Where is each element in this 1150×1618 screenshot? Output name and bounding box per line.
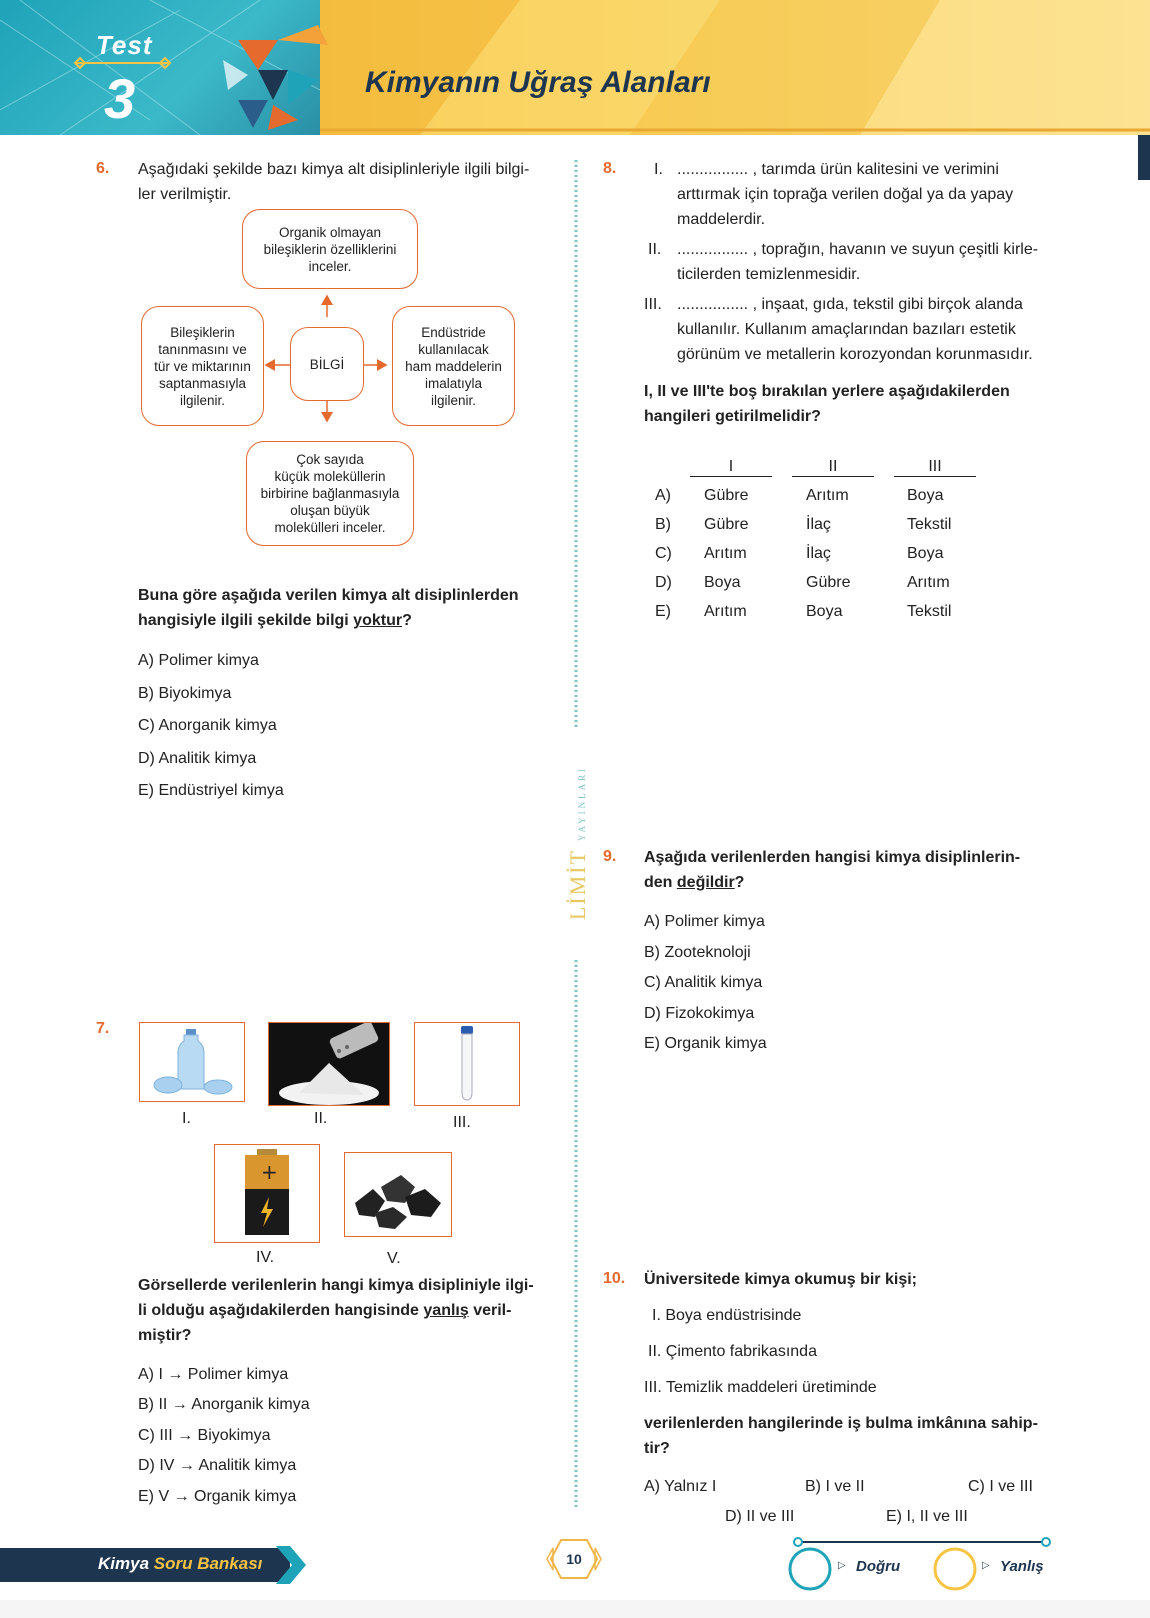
page-title: Kimyanın Uğraş Alanları [365, 66, 711, 99]
q8-item-3-line: kullanılır. Kullanım amaçlarından bazıları estetik [677, 321, 1016, 338]
q8-cell: İlaç [806, 516, 831, 533]
q8-cell: Arıtım [704, 603, 747, 620]
side-tab [1138, 135, 1150, 180]
q6-question-mark: ? [402, 612, 412, 629]
footer-chevron-icon [276, 1546, 306, 1584]
q7-option-d[interactable]: D) IV → Analitik kimya [138, 1457, 297, 1474]
q8-cell: Arıtım [907, 574, 950, 591]
header-logo-shapes [218, 20, 338, 132]
q8-items [644, 157, 1052, 367]
svg-text:+: + [261, 1160, 278, 1184]
q6-option-e[interactable]: E) Endüstriyel kimya [138, 782, 284, 799]
q6-question-line2 [138, 608, 548, 633]
q8-question-line2: hangileri getirilmelidir? [644, 408, 821, 425]
q6-box-top-line: inceler. [308, 258, 352, 274]
q8-cell: Tekstil [907, 516, 952, 533]
q7-option-a[interactable]: A) I → Polimer kimya [138, 1366, 289, 1383]
q8-item-3-line: ................ , inşaat, gıda, tekstil gibi birçok alanda [677, 296, 1023, 313]
q8-option-e[interactable] [655, 603, 995, 627]
q6-box-left-line: saptanmasıyla [158, 375, 247, 391]
q7-option-b[interactable]: B) II → Anorganik kimya [138, 1396, 310, 1413]
q6-option-b[interactable]: B) Biyokimya [138, 685, 232, 702]
q10-option-d[interactable]: D) II ve III [725, 1508, 795, 1525]
q8-row-letter: A) [655, 487, 671, 504]
q6-box-bottom [246, 441, 414, 546]
q6-box-left-line: Bileşiklerin [170, 324, 235, 340]
q10-option-e[interactable]: E) I, II ve III [886, 1508, 968, 1525]
q6-number: 6. [96, 160, 110, 177]
q7-question-text: veril- [468, 1302, 512, 1319]
q8-item-2-line: ................ , toprağın, havanın ve suyun çeşitli kirle- [677, 241, 1039, 258]
q6-box-right-line: kullanılacak [418, 341, 489, 357]
q7-question-line2 [138, 1298, 548, 1323]
q9-question-line1: Aşağıda verilenlerden hangisi kimya disiplinlerin- [644, 849, 1021, 866]
q8-cell: Gübre [704, 487, 749, 504]
q6-center-label: BİLGİ [309, 356, 345, 372]
publisher-sub: YAYINLARI [577, 765, 587, 842]
q8-item-2 [644, 237, 1052, 287]
q10-option-a[interactable]: A) Yalnız I [644, 1478, 717, 1495]
q10-stem: Üniversitede kimya okumuş bir kişi; [644, 1271, 917, 1288]
q8-item-3-line: görünüm ve metallerin korozyondan korunmasıdır. [677, 346, 1033, 363]
q10-option-b[interactable]: B) I ve II [805, 1478, 865, 1495]
q6-question-negation: yoktur [353, 612, 403, 629]
q6-option-d[interactable]: D) Analitik kimya [138, 750, 257, 767]
q7-question-line3: miştir? [138, 1327, 192, 1344]
q8-cell: İlaç [806, 545, 831, 562]
q6-box-top [242, 209, 418, 289]
q7-label-2: II. [314, 1110, 328, 1127]
q6-stem-line1: Aşağıdaki şekilde bazı kimya alt disiplinleriyle ilgili bilgi- [138, 161, 530, 178]
q8-item-1-line: ................ , tarımda ürün kalitesini ve verimini [677, 161, 999, 178]
q8-option-c[interactable] [655, 545, 995, 569]
q6-box-left-line: ilgilenir. [179, 392, 226, 408]
wrong-count-circle[interactable] [935, 1549, 975, 1589]
q9-question-negation: değildir [676, 874, 735, 891]
q6-box-bottom-line: oluşan büyük [290, 503, 370, 518]
q8-header-2: II [792, 458, 874, 477]
footer-book-title-b: Soru Bankası [153, 1554, 263, 1573]
q10-question-line1: verilenlerden hangilerinde iş bulma imkânına sahip- [644, 1415, 1038, 1432]
q8-item-1 [644, 157, 1052, 232]
q8-item-1-line: maddelerdir. [677, 211, 766, 228]
q8-row-letter: D) [655, 574, 672, 591]
q7-question-text: li olduğu aşağıdakilerden hangisinde [138, 1302, 424, 1319]
q8-item-2-roman: II. [648, 241, 662, 258]
q10-item-2: II. Çimento fabrikasında [648, 1343, 817, 1360]
q6-option-a[interactable]: A) Polimer kimya [138, 652, 259, 669]
q8-number: 8. [603, 160, 617, 177]
q9-option-e[interactable]: E) Organik kimya [644, 1035, 767, 1052]
q8-cell: Boya [806, 603, 843, 620]
publisher-logo [548, 760, 608, 930]
q8-header-1: I [690, 458, 772, 477]
correct-label: Doğru [856, 1558, 901, 1575]
battery-icon [215, 1145, 319, 1242]
q6-question [138, 583, 548, 633]
header-banner [0, 0, 1150, 135]
footer-book-title-a: Kimya [98, 1554, 154, 1573]
q8-cell: Arıtım [704, 545, 747, 562]
q10-number: 10. [603, 1270, 626, 1287]
q7-label-1: I. [182, 1110, 191, 1127]
q9-question-mark: ? [734, 874, 745, 891]
wrong-label: Yanlış [1000, 1558, 1044, 1575]
q8-cell: Boya [907, 487, 944, 504]
q6-option-c[interactable]: C) Anorganik kimya [138, 717, 277, 734]
q8-option-a[interactable] [655, 487, 995, 511]
q7-question [138, 1273, 548, 1348]
q9-option-c[interactable]: C) Analitik kimya [644, 974, 763, 991]
bottle-icon [140, 1023, 244, 1101]
q6-question-line1: Buna göre aşağıda verilen kimya alt disiplinlerden [138, 587, 519, 604]
q10-item-1: I. Boya endüstrisinde [652, 1307, 802, 1324]
q7-image-test-tube [414, 1022, 520, 1106]
q8-option-d[interactable] [655, 574, 995, 598]
q6-question-text: hangisiyle ilgili şekilde bilgi [138, 612, 354, 629]
q6-box-right-line: imalatıyla [424, 375, 483, 391]
q8-item-1-line: arttırmak için toprağa verilen doğal ya da yapay [677, 186, 1014, 203]
q7-question-negation: yanlış [423, 1302, 469, 1319]
q9-question [644, 845, 1054, 895]
q6-box-center [290, 327, 364, 401]
correct-arrow-icon: ▷ [838, 1560, 846, 1571]
q7-image-water-bottles [139, 1022, 245, 1102]
q7-image-battery [214, 1144, 320, 1243]
q6-box-right-line: ilgilenir. [430, 392, 477, 408]
q8-item-3 [644, 292, 1052, 367]
q6-box-right-line: Endüstride [421, 324, 486, 340]
page-number: 10 [566, 1551, 582, 1567]
q7-image-coal [344, 1152, 452, 1237]
q8-cell: Arıtım [806, 487, 849, 504]
q8-item-2-line: ticilerden temizlenmesidir. [677, 266, 861, 283]
wrong-arrow-icon: ▷ [982, 1560, 990, 1571]
q8-header-3: III [894, 458, 976, 477]
q9-question-text: den [644, 874, 677, 891]
salt-shaker-icon [269, 1023, 389, 1105]
test-label: Test [96, 30, 153, 60]
q6-box-right-line: ham maddelerin [405, 358, 502, 374]
q9-option-d[interactable]: D) Fizokokimya [644, 1005, 755, 1022]
q9-option-a[interactable]: A) Polimer kimya [644, 913, 765, 930]
q6-box-top-line: Organik olmayan [278, 224, 382, 240]
coal-icon [345, 1153, 451, 1236]
q9-number: 9. [603, 848, 617, 865]
test-tube-icon [415, 1023, 519, 1105]
q7-question-line1: Görsellerde verilenlerin hangi kimya disipliniyle ilgi- [138, 1277, 534, 1294]
q8-cell: Gübre [704, 516, 749, 533]
q8-cell: Tekstil [907, 603, 952, 620]
q10-question [644, 1411, 1054, 1461]
footer-strip [0, 1600, 1150, 1618]
q6-box-bottom-line: küçük moleküllerin [274, 469, 386, 484]
q8-item-1-roman: I. [654, 161, 663, 178]
q7-label-5: V. [387, 1250, 401, 1267]
q8-row-letter: B) [655, 516, 671, 533]
q8-option-b[interactable] [655, 516, 995, 540]
q10-question-line2: tir? [644, 1440, 670, 1457]
q8-item-3-roman: III. [644, 296, 662, 313]
q6-box-right [392, 306, 515, 426]
q10-option-c[interactable]: C) I ve III [968, 1478, 1033, 1495]
q7-image-salt [268, 1022, 390, 1106]
q8-row-letter: E) [655, 603, 671, 620]
q6-stem-line2: ler verilmiştir. [138, 186, 232, 203]
correct-count-circle[interactable] [790, 1549, 830, 1589]
q7-option-e[interactable]: E) V → Organik kimya [138, 1488, 297, 1505]
publisher-name: LİMİT [565, 849, 590, 921]
q9-question-line2 [644, 870, 1054, 895]
q10-item-3: III. Temizlik maddeleri üretiminde [644, 1379, 877, 1396]
footer-book-title [98, 1554, 262, 1574]
q8-cell: Boya [907, 545, 944, 562]
q7-number: 7. [96, 1020, 110, 1037]
q7-option-c[interactable]: C) III → Biyokimya [138, 1427, 271, 1444]
q6-box-left [141, 306, 264, 426]
q6-box-left-line: tür ve miktarının [154, 358, 251, 374]
q8-question [644, 379, 1054, 429]
q6-box-left-line: tanınmasını ve [158, 341, 247, 357]
q8-cell: Boya [704, 574, 741, 591]
q6-box-top-line: bileşiklerin özelliklerini [263, 241, 397, 257]
q6-box-bottom-line: molekülleri inceler. [274, 520, 386, 535]
q8-row-letter: C) [655, 545, 672, 562]
q7-label-4: IV. [256, 1249, 275, 1266]
q6-box-bottom-line: Çok sayıda [296, 452, 364, 467]
test-number: 3 [104, 67, 136, 130]
q8-cell: Gübre [806, 574, 851, 591]
q6-box-bottom-line: birbirine bağlanmasıyla [260, 486, 400, 501]
q7-label-3: III. [453, 1114, 471, 1131]
q8-question-line1: I, II ve III'te boş bırakılan yerlere aşağıdakilerden [644, 383, 1010, 400]
q9-option-b[interactable]: B) Zooteknoloji [644, 944, 751, 961]
